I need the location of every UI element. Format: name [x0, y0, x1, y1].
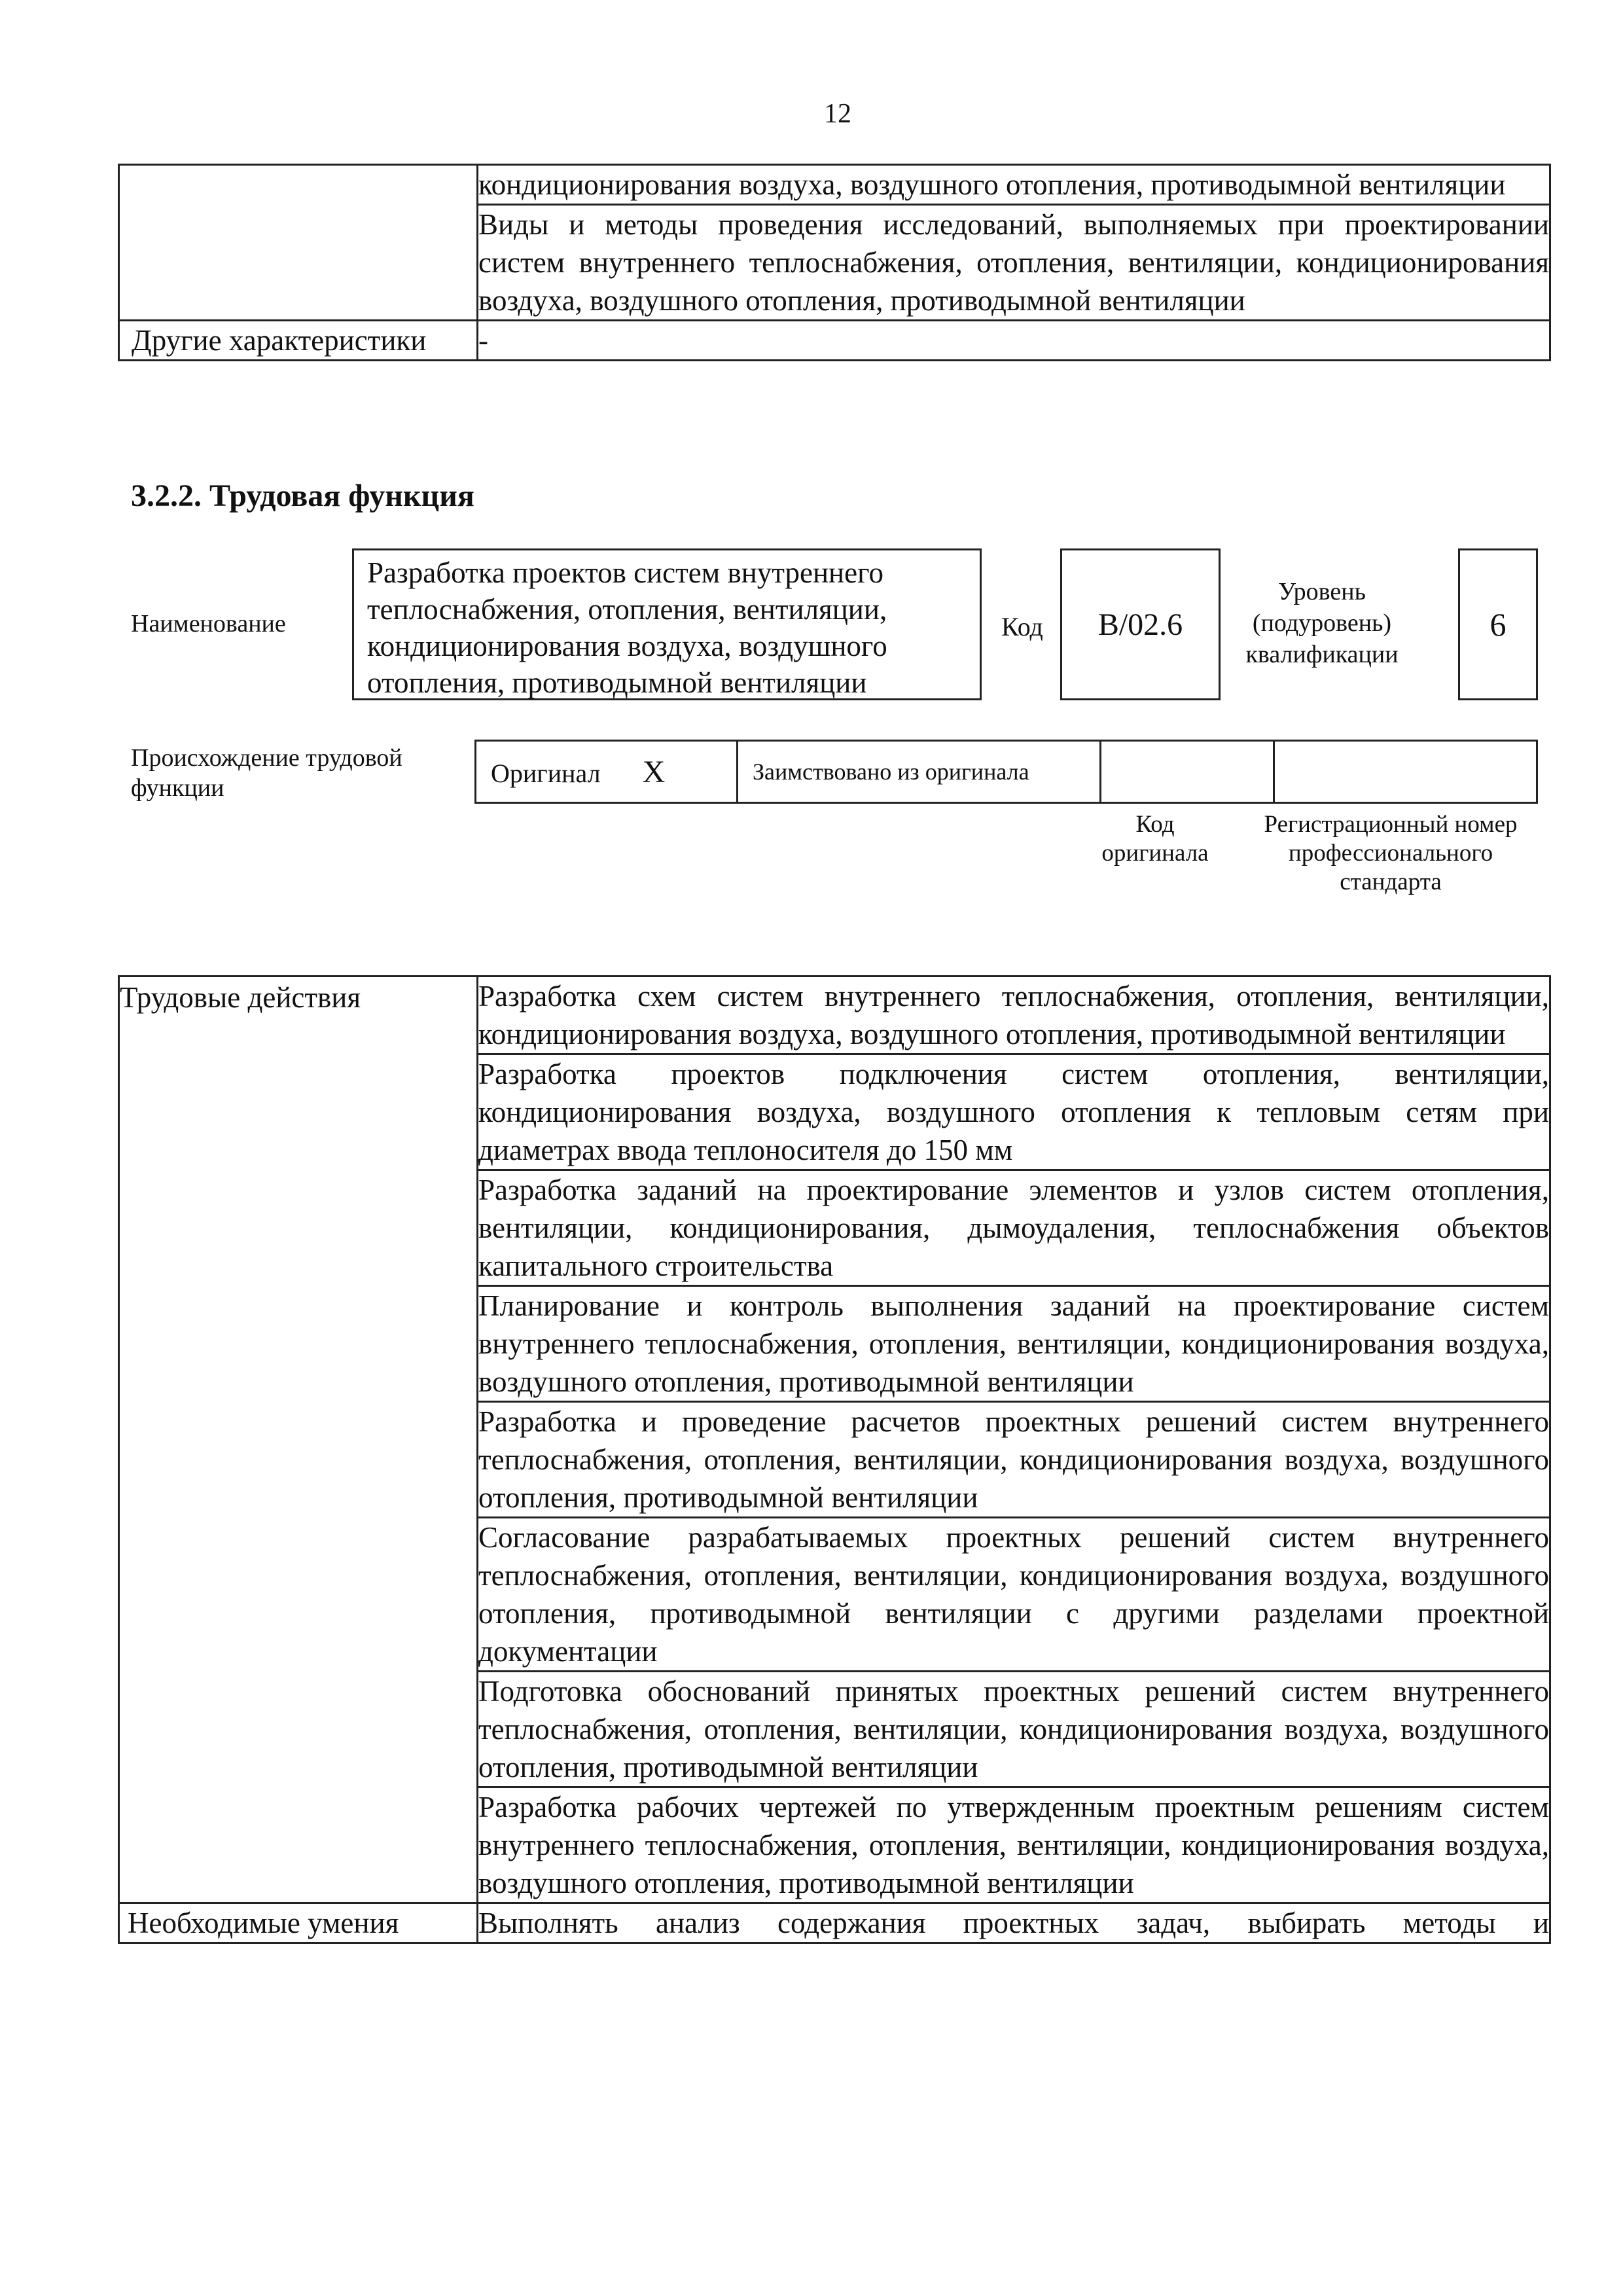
continuation-table	[118, 164, 1551, 361]
name-box	[352, 548, 982, 700]
table-row	[119, 1903, 1550, 1943]
action-cell	[478, 1054, 1550, 1170]
action-text: Разработка и проведение расчетов проектных решений систем внутреннего теплоснабжения, отопления, вентиляции, кондиционирования воздуха, воздушного отопления, противодымной вентиляции	[478, 1405, 1549, 1514]
main-table	[118, 975, 1551, 1944]
other-characteristics-value: -	[478, 324, 488, 357]
empty-label-cell	[119, 165, 478, 321]
name-label: Наименование	[131, 610, 286, 637]
origin-table	[474, 740, 1538, 804]
action-cell	[478, 1286, 1550, 1402]
action-text: Подготовка обоснований принятых проектных решений систем внутреннего теплоснабжения, отопления, вентиляции, кондиционирования воздуха, воздушного отопления, противодымной вентиляции	[478, 1675, 1549, 1784]
origin-label: Происхождение трудовой функции	[131, 744, 402, 802]
table-cell	[119, 321, 478, 361]
action-text: Разработка рабочих чертежей по утвержденным проектным решениям систем внутреннего теплоснабжения, отопления, вентиляции, кондиционирования воздуха, воздушного отопления, противодымной вентиляции	[478, 1791, 1549, 1899]
action-text: Согласование разрабатываемых проектных решений систем внутреннего теплоснабжения, отопления, вентиляции, кондиционирования воздуха, воздушного отопления, противодымной вентиляции с другими разделами проектной документации	[478, 1521, 1549, 1668]
code-label: Код	[1001, 612, 1043, 641]
level-box	[1458, 548, 1538, 700]
action-cell	[478, 1402, 1550, 1518]
table-cell	[478, 321, 1550, 361]
name-value: Разработка проектов систем внутреннего теплоснабжения, отопления, вентиляции, кондиционирования воздуха, воздушного отопления, противодымной вентиляции	[367, 556, 887, 699]
original-label: Оригинал	[491, 758, 601, 788]
skills-cell	[478, 1903, 1550, 1943]
table-row	[119, 977, 1550, 1054]
borrowed-cell	[738, 741, 1101, 803]
code-box	[1060, 548, 1221, 700]
action-text: Разработка схем систем внутреннего теплоснабжения, отопления, вентиляции, кондиционирования воздуха, воздушного отопления, противодымной вентиляции	[478, 980, 1549, 1050]
table-cell	[478, 205, 1550, 321]
table-row	[476, 741, 1537, 803]
action-cell	[478, 1787, 1550, 1903]
page-number: 12	[824, 99, 851, 129]
original-code-cell	[1101, 741, 1274, 803]
action-cell	[478, 1672, 1550, 1787]
skills-text: Выполнять анализ содержания проектных задач, выбирать методы и	[478, 1907, 1549, 1939]
level-value: 6	[1489, 606, 1507, 643]
action-cell	[478, 1170, 1550, 1286]
cell-text: кондиционирования воздуха, воздушного отопления, противодымной вентиляции	[478, 168, 1506, 201]
cell-text: Виды и методы проведения исследований, выполняемых при проектировании систем внутреннего теплоснабжения, отопления, вентиляции, кондиционирования воздуха, воздушного отопления, противодымной вентиляции	[478, 208, 1549, 317]
action-text: Разработка проектов подключения систем отопления, вентиляции, кондиционирования воздуха, воздушного отопления к тепловым сетям при диаметрах ввода теплоносителя до 150 мм	[478, 1058, 1549, 1166]
original-mark: X	[642, 754, 666, 789]
level-label: Уровень (подуровень) квалификации	[1245, 578, 1399, 668]
skills-label-cell	[119, 1903, 478, 1943]
borrowed-label: Заимствовано из оригинала	[753, 759, 1029, 785]
reg-number-cell	[1274, 741, 1537, 803]
other-characteristics-label: Другие характеристики	[132, 324, 427, 357]
action-text: Планирование и контроль выполнения заданий на проектирование систем внутреннего теплоснабжения, отопления, вентиляции, кондиционирования воздуха, воздушного отопления, противодымной вентиляции	[478, 1289, 1549, 1398]
action-cell	[478, 1518, 1550, 1672]
table-row	[119, 165, 1550, 205]
table-row	[119, 321, 1550, 361]
section-title: 3.2.2. Трудовая функция	[131, 478, 474, 513]
original-cell	[476, 741, 738, 803]
action-text: Разработка заданий на проектирование элементов и узлов систем отопления, вентиляции, кондиционирования, дымоудаления, теплоснабжения объектов капитального строительства	[478, 1174, 1549, 1282]
action-cell	[478, 977, 1550, 1054]
code-caption: Код оригинала	[1101, 811, 1209, 867]
code-value: B/02.6	[1097, 607, 1183, 642]
actions-label-cell	[119, 977, 478, 1903]
actions-label: Трудовые действия	[120, 981, 361, 1014]
skills-label: Необходимые умения	[128, 1907, 399, 1939]
table-cell	[478, 165, 1550, 205]
reg-caption: Регистрационный номер профессионального стандарта	[1264, 811, 1518, 895]
